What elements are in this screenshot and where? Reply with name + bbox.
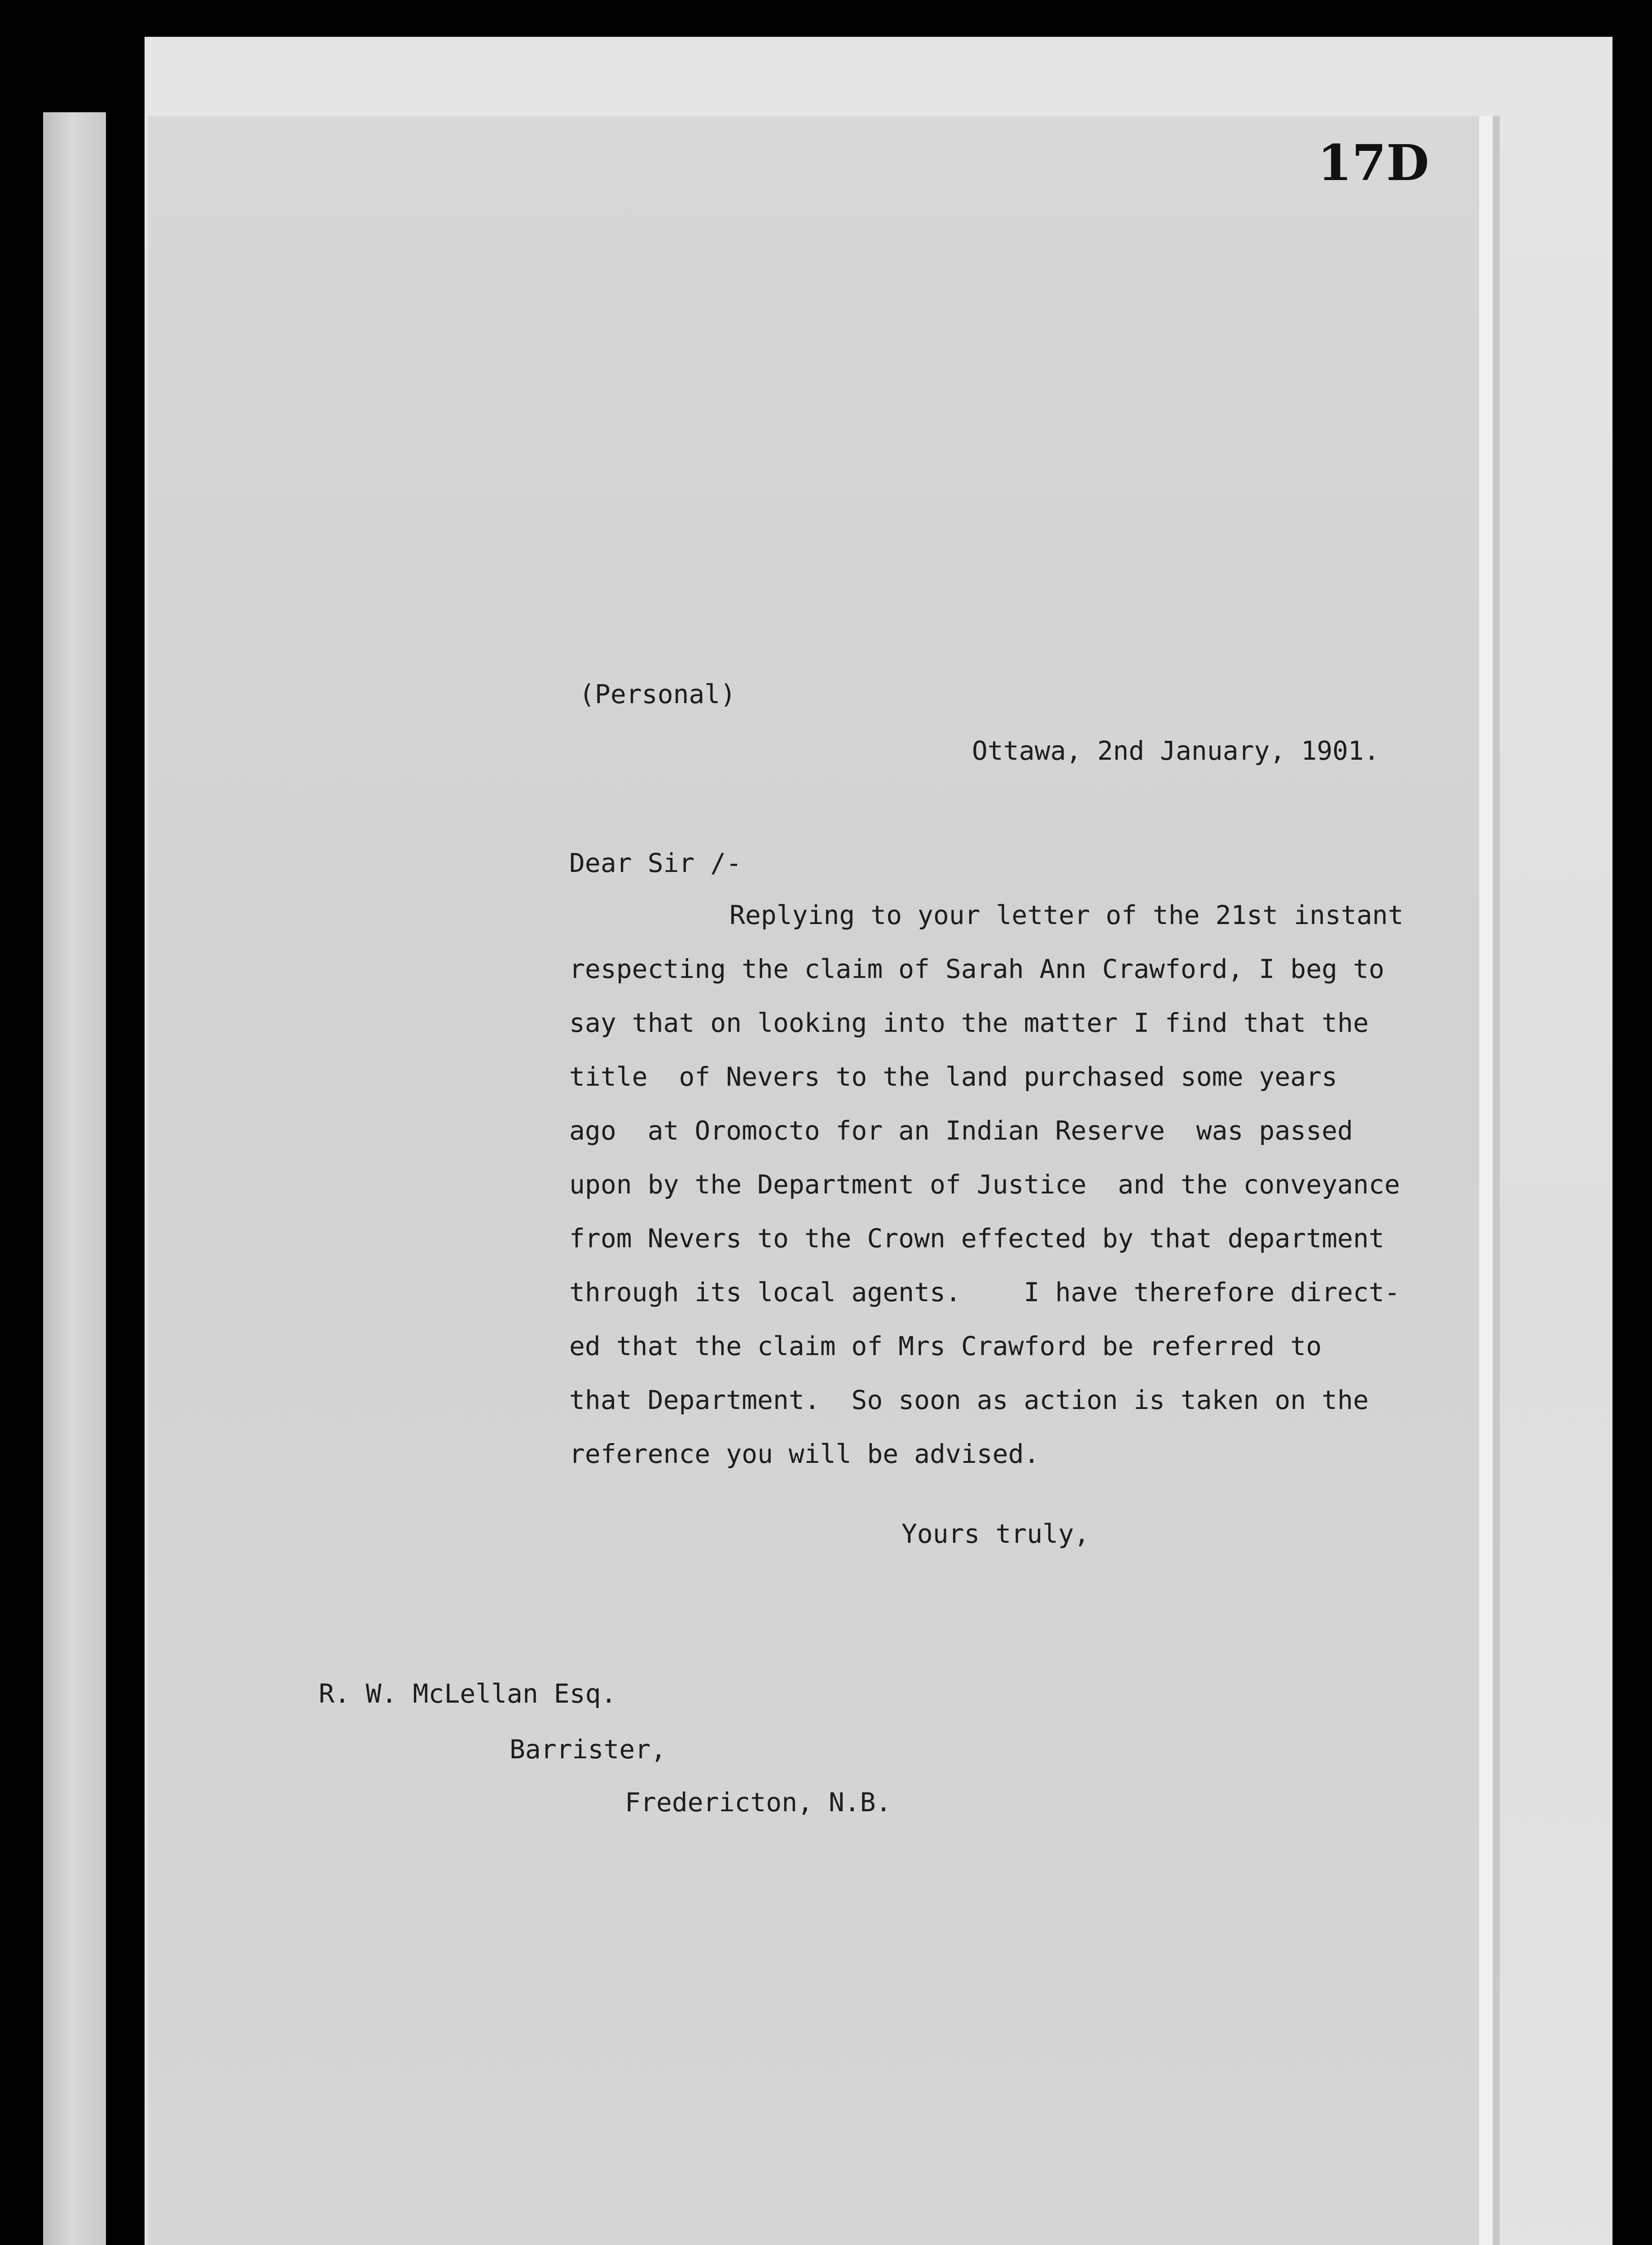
- body-line: from Nevers to the Crown effected by that department: [569, 1223, 1384, 1254]
- body-line: ed that the claim of Mrs Crawford be referred to: [569, 1331, 1322, 1361]
- body-line: that Department. So soon as action is taken on the: [569, 1385, 1369, 1415]
- address-line: Fredericton, N.B.: [625, 1787, 892, 1818]
- body-line: upon by the Department of Justice and the conveyance: [569, 1169, 1400, 1200]
- body-line: respecting the claim of Sarah Ann Crawford, I beg to: [569, 954, 1384, 984]
- closing: Yours truly,: [901, 1519, 1090, 1549]
- body-line: say that on looking into the matter I find that the: [569, 1008, 1369, 1038]
- address-line: R. W. McLellan Esq.: [319, 1678, 617, 1709]
- folio-number: 17D: [1318, 134, 1429, 192]
- personal-marking: (Personal): [579, 679, 736, 709]
- address-line: Barrister,: [510, 1734, 667, 1765]
- salutation: Dear Sir /-: [569, 848, 742, 878]
- body-line: title of Nevers to the land purchased some years: [569, 1061, 1338, 1092]
- left-page-edge: [43, 112, 106, 2245]
- body-line: through its local agents. I have therefore direct-: [569, 1277, 1400, 1307]
- body-line: ago at Oromocto for an Indian Reserve was passed: [569, 1115, 1353, 1146]
- body-line: Replying to your letter of the 21st instant: [729, 900, 1404, 930]
- body-line: reference you will be advised.: [569, 1439, 1040, 1469]
- dateline: Ottawa, 2nd January, 1901.: [972, 735, 1380, 766]
